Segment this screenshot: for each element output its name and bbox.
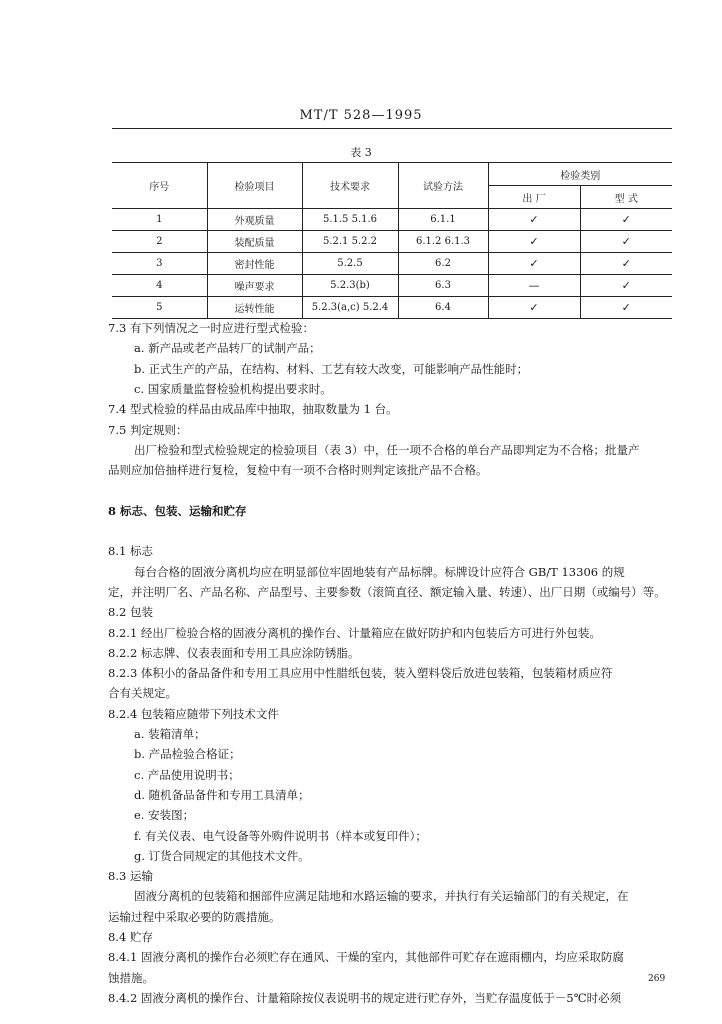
text-line: 8.2.4 包装箱应随带下列技术文件 (108, 706, 279, 721)
text-line: 8.2 包装 (108, 605, 153, 620)
text-line: f. 有关仪表、电气设备等外购件说明书（样本或复印件）； (134, 828, 427, 843)
text-line: 8.1 标志 (108, 544, 153, 559)
table-row (112, 297, 672, 319)
cell-item: 密封性能 (207, 253, 302, 275)
text-line: 8.4.1 固液分离机的操作台必须贮存在通风、干燥的室内，其他部件可贮存在遮雨棚内，均应采取防腐 (108, 950, 624, 965)
cell-item: 装配质量 (207, 231, 302, 253)
text-line: 出厂检验和型式检验规定的检验项目（表 3）中，任一项不合格的单台产品即判定为不合格；批量产 (134, 442, 640, 457)
text-line: a. 装箱清单； (134, 727, 206, 741)
cell-seq: 1 (112, 209, 207, 231)
text-line: d. 随机备品备件和专用工具清单； (134, 787, 310, 802)
header-item: 检验项目 (207, 163, 302, 209)
cell-item: 运转性能 (207, 297, 302, 319)
table-row (112, 275, 672, 297)
cell-tech: 5.2.5 (302, 253, 398, 275)
text-line: 定，并注明厂名、产品名称、产品型号、主要参数（滚筒直径、额定输入量、转速）、出厂日期（或编号）等。 (108, 584, 666, 599)
cell-seq: 2 (112, 231, 207, 253)
text-line: b. 产品检验合格证； (134, 747, 241, 762)
cell-type: ✓ (580, 253, 672, 275)
table-row (112, 209, 672, 231)
header-category: 检验类别 (488, 163, 672, 186)
text-line: 合有关规定。 (108, 686, 177, 701)
header-tech: 技术要求 (302, 163, 398, 209)
cell-seq: 5 (112, 297, 207, 319)
text-line: 运输过程中采取必要的防震措施。 (108, 909, 281, 924)
cell-item: 噪声要求 (207, 275, 302, 297)
text-line: 固液分离机的包装箱和捆部件应满足陆地和水路运输的要求，并执行有关运输部门的有关规定，在 (134, 889, 629, 904)
text-line: 8.4.2 固液分离机的操作台、计量箱除按仪表说明书的规定进行贮存外，当贮存温度低于－5℃时必须 (108, 990, 622, 1005)
cell-item: 外观质量 (207, 209, 302, 231)
text-line: 8.3 运输 (108, 869, 153, 884)
cell-seq: 3 (112, 253, 207, 275)
text-line: 8.2.2 标志牌、仪表表面和专用工具应涂防锈脂。 (108, 645, 360, 660)
text-line: 每台合格的固液分离机均应在明显部位牢固地装有产品标牌。标牌设计应符合 GB/T 13306 的规 (134, 564, 625, 579)
cell-factory: — (488, 275, 580, 297)
cell-tech: 5.1.5 5.1.6 (302, 209, 398, 231)
cell-seq: 4 (112, 275, 207, 297)
text-line: 蚀措施。 (108, 970, 154, 985)
cell-factory: ✓ (488, 231, 580, 253)
header-method: 试验方法 (398, 163, 488, 209)
text-line: 7.5 判定规则： (108, 422, 188, 437)
cell-factory: ✓ (488, 209, 580, 231)
cell-factory: ✓ (488, 253, 580, 275)
text-line: 8.4 贮存 (108, 930, 153, 944)
table-body (112, 209, 672, 319)
cell-tech: 5.2.1 5.2.2 (302, 231, 398, 253)
cell-type: ✓ (580, 297, 672, 319)
text-line: 8.2.3 体积小的备品备件和专用工具应用中性腊纸包装，装入塑料袋后放进包装箱，包装箱材质应符 (108, 666, 613, 681)
cell-factory: ✓ (488, 297, 580, 319)
table-row (112, 253, 672, 275)
text-line: 7.3 有下列情况之一时应进行型式检验： (108, 321, 314, 335)
table-caption: 表 3 (350, 146, 372, 159)
table-row (112, 231, 672, 253)
text-line: c. 国家质量监督检验机构提出要求时。 (134, 381, 332, 396)
cell-method: 6.3 (398, 275, 488, 297)
text-line: g. 订货合同规定的其他技术文件。 (134, 848, 310, 863)
text-line: c. 产品使用说明书； (134, 767, 240, 782)
cell-method: 6.1.2 6.1.3 (398, 231, 488, 253)
text-line: b. 正式生产的产品，在结构、材料、工艺有较大改变，可能影响产品性能时； (134, 361, 529, 376)
text-line: 7.4 型式检验的样品由成品库中抽取，抽取数量为 1 台。 (108, 402, 398, 417)
cell-method: 6.4 (398, 297, 488, 319)
cell-tech: 5.2.3(a,c) 5.2.4 (302, 297, 398, 319)
text-line: 品则应加倍抽样进行复检，复检中有一项不合格时则判定该批产品不合格。 (108, 463, 488, 478)
text-line: 8 标志、包装、运输和贮存 (108, 503, 247, 518)
inspection-table (112, 162, 672, 319)
cell-type: ✓ (580, 275, 672, 297)
text-line: e. 安装图； (134, 808, 195, 823)
page-number: 269 (648, 974, 666, 984)
header-rule (112, 128, 672, 129)
header-factory: 出 厂 (488, 186, 580, 209)
cell-type: ✓ (580, 209, 672, 231)
cell-tech: 5.2.3(b) (302, 275, 398, 297)
text-line: a. 新产品或老产品转厂的试制产品； (134, 341, 321, 356)
cell-method: 6.1.1 (398, 209, 488, 231)
text-line: 8.2.1 经出厂检验合格的固液分离机的操作台、计量箱应在做好防护和内包装后方可进行外包装。 (108, 625, 601, 640)
cell-type: ✓ (580, 231, 672, 253)
header-seq: 序号 (112, 163, 207, 209)
cell-method: 6.2 (398, 253, 488, 275)
standard-header: MT/T 528—1995 (299, 108, 423, 123)
header-type: 型 式 (580, 186, 672, 209)
